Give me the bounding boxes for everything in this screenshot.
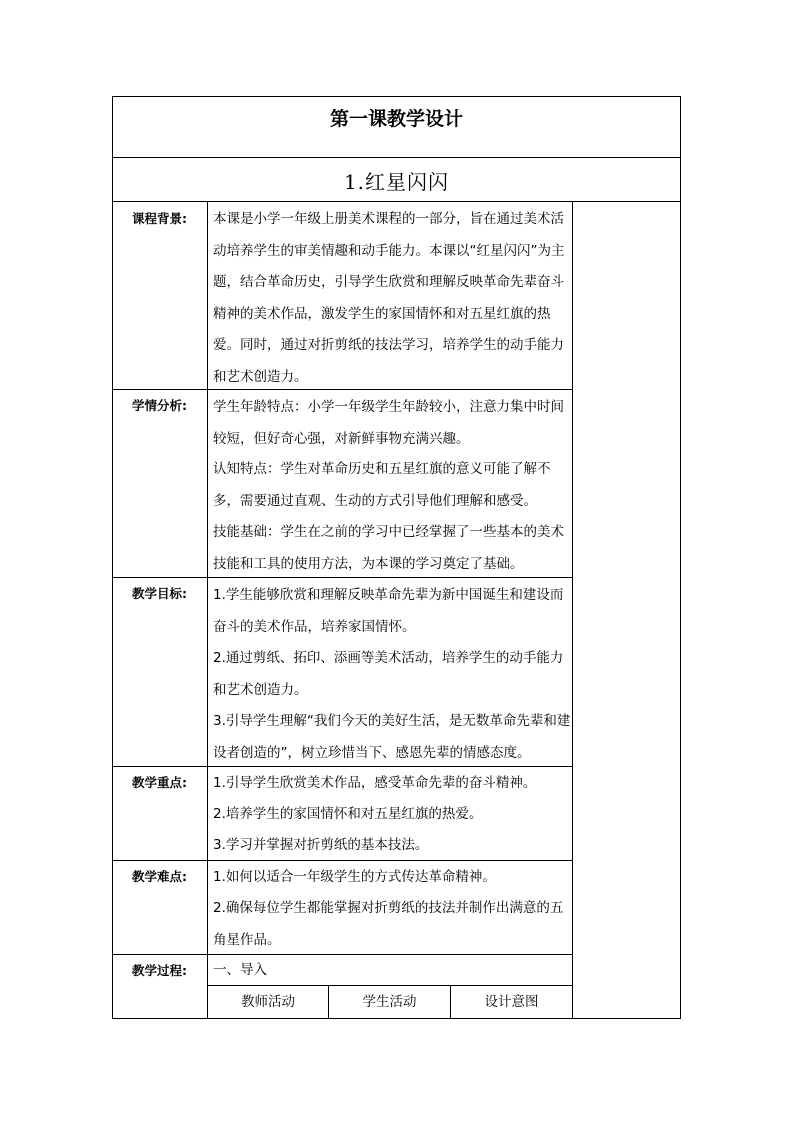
- difficulty-item: 1.如何以适合一年级学生的方式传达革命精神。: [213, 869, 496, 885]
- table-rule: [112, 96, 681, 97]
- table-rule: [112, 1018, 681, 1019]
- analysis-paragraph: 技能基础：学生在之前的学习中已经掌握了一些基本的美术技能和工具的使用方法，为本课的学习奠定了基础。: [213, 524, 564, 572]
- background-label: 课程背景:: [132, 211, 187, 226]
- lesson-plan-table: [112, 96, 681, 1019]
- table-rule: [572, 201, 573, 1019]
- background-text: 本课是小学一年级上册美术课程的一部分，旨在通过美术活动培养学生的审美情趣和动手能力。本课以“红星闪闪”为主题，结合革命历史，引导学生欣赏和理解反映革命先辈奋斗精神的美术作品，激发学生的家国情怀和对五星红旗的热爱。同时，通过对折剪纸的技法学习，培养学生的动手能力和艺术创造力。: [213, 211, 565, 385]
- table-rule: [112, 201, 681, 202]
- goal-item: 2.通过剪纸、拓印、添画等美术活动，培养学生的动手能力和艺术创造力。: [213, 650, 564, 698]
- goals-label: 教学目标:: [132, 586, 187, 601]
- difficulties-label: 教学难点:: [132, 869, 187, 884]
- column-header-intent: 设计意图: [484, 994, 539, 1010]
- column-header-student: 学生活动: [362, 994, 417, 1010]
- document-title: 第一课教学设计: [329, 108, 463, 130]
- difficulty-item: 2.确保每位学生都能掌握对折剪纸的技法并制作出满意的五角星作品。: [213, 900, 564, 948]
- key-point-item: 1.引导学生欣赏美术作品，感受革命先辈的奋斗精神。: [213, 775, 537, 791]
- analysis-paragraph: 学生年龄特点：小学一年级学生年龄较小，注意力集中时间较短，但好奇心强，对新鲜事物充满兴趣。: [213, 399, 564, 447]
- table-rule: [207, 201, 208, 1019]
- goal-item: 3.引导学生理解“我们今天的美好生活，是无数革命先辈和建设者创造的”，树立珍惜当下、感恩先辈的情感态度。: [213, 713, 571, 761]
- table-rule: [112, 157, 681, 158]
- goal-item: 1.学生能够欣赏和理解反映革命先辈为新中国诞生和建设而奋斗的美术作品，培养家国情怀。: [213, 587, 564, 635]
- column-header-teacher: 教师活动: [241, 994, 295, 1010]
- process-step: 一、导入: [213, 962, 267, 978]
- key-point-item: 2.培养学生的家国情怀和对五星红旗的热爱。: [213, 806, 483, 822]
- analysis-label: 学情分析:: [132, 398, 187, 413]
- lesson-title: 1.红星闪闪: [343, 170, 450, 194]
- key-points-label: 教学重点:: [132, 775, 187, 790]
- process-label: 教学过程:: [132, 963, 187, 978]
- table-rule: [680, 96, 681, 1019]
- analysis-paragraph: 认知特点：学生对革命历史和五星红旗的意义可能了解不多，需要通过直观、生动的方式引导他们理解和感受。: [213, 461, 551, 509]
- key-point-item: 3.学习并掌握对折剪纸的基本技法。: [213, 837, 429, 853]
- table-rule: [207, 985, 573, 986]
